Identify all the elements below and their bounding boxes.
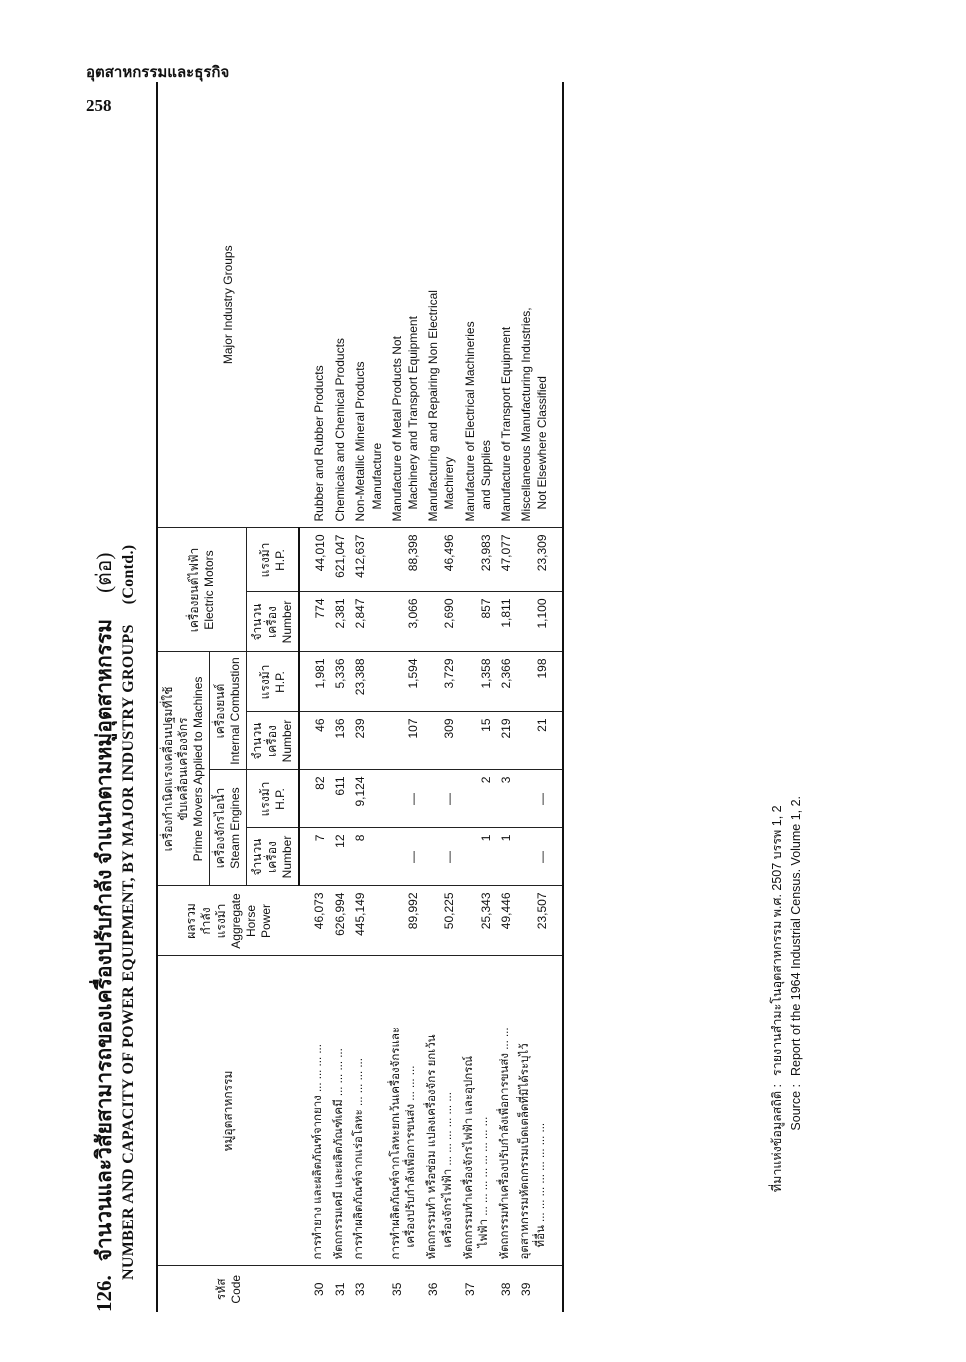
ic-hp-cell: 198 <box>516 652 563 712</box>
ic-number-cell: 15 <box>460 712 496 770</box>
internal-combustion-header: เครื่องยนต์ Internal Combustion <box>210 652 247 770</box>
table-number: 126. <box>92 1275 116 1312</box>
group-cell-thai: การทำผลิตภัณฑ์จากโลหะยกเว้นเครื่องจักรและ เครื่องปรับกำลังเพื่อการขนส่ง ... ... ... <box>387 956 423 1266</box>
group-cell-english: Manufacture of Metal Products Not Machinery and Transport Equipment <box>387 82 423 528</box>
code-cell: 36 <box>426 1282 441 1296</box>
code-cell: 30 <box>312 1282 326 1296</box>
group-cell-thai: หัตถกรรมทำ หรือซ่อม แปลงเครื่องจักร ยกเว้น เครื่องจักรไฟฟ้า ... ... ... ... ... ... <box>423 956 459 1266</box>
steam-hp-cell: — <box>423 770 459 828</box>
group-cell-english: Manufacture of Electrical Machineries and Supplies <box>460 82 496 528</box>
group-cell-thai: หัตถกรรมทำเครื่องจักรไฟฟ้า และอุปกรณ์ ไฟฟ้า ... ... ... ... ... ... ... ... <box>460 956 496 1266</box>
em-number-cell: 2,847 <box>350 592 386 652</box>
steam-number-cell: 1 <box>460 828 496 886</box>
em-number-cell: 857 <box>460 592 496 652</box>
code-header: รหัส Code <box>157 1266 299 1312</box>
ic-number-cell: 107 <box>387 712 423 770</box>
table-row <box>423 82 459 1312</box>
source-thai: ที่มาแห่งข้อมูลสถิติ :รายงานสำมะโนอุตสาหกรรม พ.ศ. 2507 บรรพ 1, 2 <box>770 805 784 1193</box>
steam-number-cell: — <box>387 828 423 886</box>
code-cell: 31 <box>333 1282 348 1296</box>
ic-hp-cell: 2,366 <box>496 652 516 712</box>
ic-hp-cell: 23,388 <box>350 652 386 712</box>
steam-hp-cell: 82 <box>299 770 330 828</box>
em-number-cell: 2,381 <box>330 592 350 652</box>
em-hp-cell: 46,496 <box>423 528 459 592</box>
electric-motors-header: เครื่องยนต์ไฟฟ้า Electric Motors <box>157 528 247 652</box>
ic-hp-cell: 5,336 <box>330 652 350 712</box>
steam-number-cell: 8 <box>350 828 386 886</box>
code-cell: 33 <box>353 1282 368 1296</box>
group-cell-english: Chemicals and Chemical Products <box>330 82 350 528</box>
rotated-table-page <box>88 82 848 1312</box>
em-hp-header: แรงม้า H.P. <box>247 528 300 592</box>
table-row <box>496 82 516 1312</box>
em-hp-cell: 621,047 <box>330 528 350 592</box>
ic-number-cell: 136 <box>330 712 350 770</box>
ic-hp-cell: 3,729 <box>423 652 459 712</box>
group-cell-english: Manufacturing and Repairing Non Electrical Machirery <box>423 82 459 528</box>
aggregate-cell: 25,343 <box>460 886 496 956</box>
title-thai-text: จำนวนและวิสัยสามารถของเครื่องปรับกำลัง จำแนกตามหมู่อุตสาหกรรม <box>92 618 116 1262</box>
table-row <box>299 82 330 1312</box>
ic-number-cell: 239 <box>350 712 386 770</box>
em-hp-cell: 23,983 <box>460 528 496 592</box>
group-cell-english: Non-Metallic Mineral Products Manufacture <box>350 82 386 528</box>
em-hp-cell: 88,398 <box>387 528 423 592</box>
group-cell-thai: การทำผลิตภัณฑ์จากแร่อโลหะ ... ... ... ... <box>350 956 386 1266</box>
title-english-contd: (Contd.) <box>120 544 137 605</box>
code-cell: 39 <box>516 1266 563 1312</box>
source-notes <box>768 796 806 1202</box>
table-row <box>330 82 350 1312</box>
em-number-header: จำนวน เครื่อง Number <box>247 592 300 652</box>
ic-number-cell: 219 <box>496 712 516 770</box>
table-row <box>350 82 386 1312</box>
ic-number-cell: 46 <box>299 712 330 770</box>
table-row <box>460 82 496 1312</box>
steam-number-cell: — <box>516 828 563 886</box>
em-number-cell: 2,690 <box>423 592 459 652</box>
group-cell-english: Rubber and Rubber Products <box>299 82 330 528</box>
group-cell-thai: อุตสาหกรรมหัตถกรรมเบ็ดเตล็ดที่มิได้ระบุไว้ ที่อื่น ... ... ... ... ... ... ... ... <box>516 956 563 1266</box>
group-header-thai: หมู่อุตสาหกรรม <box>157 956 299 1266</box>
aggregate-cell: 49,446 <box>496 886 516 956</box>
em-number-cell: 3,066 <box>387 592 423 652</box>
em-number-cell: 1,100 <box>516 592 563 652</box>
steam-number-header: จำนวน เครื่อง Number <box>247 828 300 886</box>
aggregate-cell: 50,225 <box>423 886 459 956</box>
steam-hp-header: แรงม้า H.P. <box>247 770 300 828</box>
table-row <box>387 82 423 1312</box>
aggregate-cell: 89,992 <box>387 886 423 956</box>
steam-hp-cell: 2 <box>460 770 496 828</box>
industry-header-english: Major Industry Groups <box>157 82 299 528</box>
steam-hp-cell: — <box>387 770 423 828</box>
ic-number-cell: 21 <box>516 712 563 770</box>
em-hp-cell: 23,309 <box>516 528 563 592</box>
steam-hp-cell: 3 <box>496 770 516 828</box>
title-thai <box>88 553 121 1312</box>
ic-hp-cell: 1,981 <box>299 652 330 712</box>
power-equipment-table <box>156 82 564 1312</box>
ic-number-cell: 309 <box>423 712 459 770</box>
code-cell: 35 <box>389 1282 404 1296</box>
aggregate-cell: 46,073 <box>299 886 330 956</box>
title-english <box>120 545 138 1280</box>
group-cell-thai: หัตถกรรมทำเครื่องปรับกำลังเพื่อการขนส่ง ... ... <box>496 956 516 1266</box>
steam-number-cell: 12 <box>330 828 350 886</box>
em-hp-cell: 47,077 <box>496 528 516 592</box>
group-cell-thai: การทำยาง และผลิตภัณฑ์จากยาง ... ... ... ... <box>299 956 330 1266</box>
code-cell: 37 <box>462 1282 477 1296</box>
steam-number-cell: 1 <box>496 828 516 886</box>
steam-engines-header: เครื่องจักรไอน้ำ Steam Engines <box>210 770 247 886</box>
ic-hp-header: แรงม้า H.P. <box>247 652 300 712</box>
em-number-cell: 774 <box>299 592 330 652</box>
table-row <box>516 82 563 1312</box>
title-thai-contd: (ต่อ) <box>92 552 116 593</box>
steam-number-cell: 7 <box>299 828 330 886</box>
steam-hp-cell: 9,124 <box>350 770 386 828</box>
ic-hp-cell: 1,594 <box>387 652 423 712</box>
ic-number-header: จำนวน เครื่อง Number <box>247 712 300 770</box>
group-cell-thai: หัตถกรรมเคมี และผลิตภัณฑ์เคมี ... ... ... ... <box>330 956 350 1266</box>
ic-hp-cell: 1,358 <box>460 652 496 712</box>
group-cell-english: Miscellaneous Manufacturing Industries, Not Elsewhere Classified <box>516 82 563 528</box>
title-english-text: NUMBER AND CAPACITY OF POWER EQUIPMENT, BY MAJOR INDUSTRY GROUPS <box>120 624 137 1280</box>
em-hp-cell: 412,637 <box>350 528 386 592</box>
aggregate-cell: 626,994 <box>330 886 350 956</box>
aggregate-cell: 23,507 <box>516 886 563 956</box>
running-head: อุตสาหกรรมและธุรกิจ <box>86 64 230 81</box>
page-number: 258 <box>86 96 112 115</box>
em-number-cell: 1,811 <box>496 592 516 652</box>
steam-number-cell: — <box>423 828 459 886</box>
group-cell-english: Manufacture of Transport Equipment <box>496 82 516 528</box>
aggregate-header: ผลรวมกำลังแรงม้า Aggregate Horse Power <box>157 886 299 956</box>
code-cell: 38 <box>498 1282 513 1296</box>
aggregate-cell: 445,149 <box>350 886 386 956</box>
em-hp-cell: 44,010 <box>299 528 330 592</box>
source-english: Source :Report of the 1964 Industrial Census. Volume 1, 2. <box>788 795 803 1131</box>
prime-movers-header: เครื่องกำเนิดแรงเคลื่อนปฐมที่ใช้ ขับเคลื่อนเครื่องจักร Prime Movers Applied to Machines <box>157 652 210 886</box>
steam-hp-cell: 611 <box>330 770 350 828</box>
steam-hp-cell: — <box>516 770 563 828</box>
